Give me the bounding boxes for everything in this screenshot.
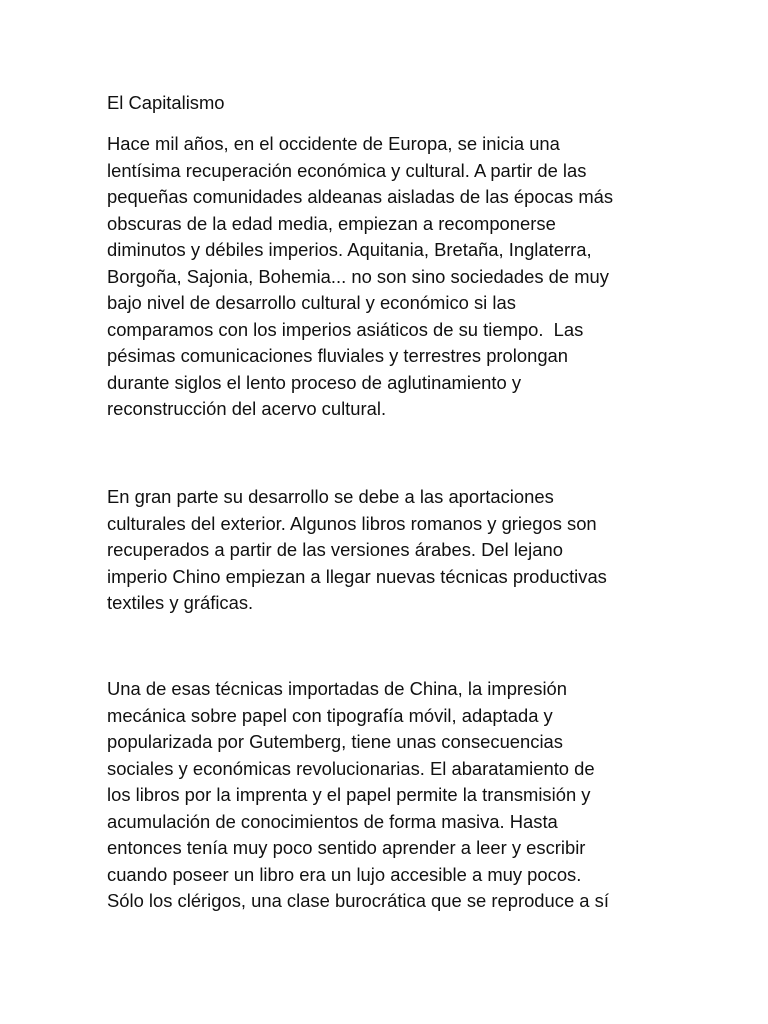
paragraph-line: recuperados a partir de las versiones árabes. Del lejano <box>107 539 563 560</box>
paragraph-line: mecánica sobre papel con tipografía móvil, adaptada y <box>107 704 553 726</box>
paragraph-line: los libros por la imprenta y el papel permite la transmisión y <box>107 784 591 805</box>
paragraph-line: pésimas comunicaciones fluviales y terrestres prolongan <box>107 345 569 366</box>
paragraph-line: Sólo los clérigos, una clase burocrática que se reproduce a sí <box>107 890 609 911</box>
paragraph-line: Hace mil años, en el occidente de Europa, se inicia una <box>107 133 560 154</box>
paragraph-line: bajo nivel de desarrollo cultural y económico si las <box>107 292 516 313</box>
paragraph-line: popularizada por Gutemberg, tiene unas consecuencias <box>107 731 563 752</box>
paragraph-1 <box>107 131 687 423</box>
paragraph-line: reconstrucción del acervo cultural. <box>107 398 387 419</box>
paragraph-line: pequeñas comunidades aldeanas aisladas de las épocas más <box>107 186 614 207</box>
paragraph-line: durante siglos el lento proceso de aglutinamiento y <box>107 371 522 393</box>
paragraph-line: cuando poseer un libro era un lujo accesible a muy pocos. <box>107 863 582 885</box>
title-line: El Capitalismo <box>107 92 225 113</box>
paragraph-line: diminutos y débiles imperios. Aquitania, Bretaña, Inglaterra, <box>107 239 592 260</box>
paragraph-line: sociales y económicas revolucionarias. El abaratamiento de <box>107 757 595 779</box>
paragraph-line: imperio Chino empiezan a llegar nuevas técnicas productivas <box>107 565 607 587</box>
paragraph-line: acumulación de conocimientos de forma masiva. Hasta <box>107 810 558 832</box>
paragraph-line: textiles y gráficas. <box>107 592 254 613</box>
paragraph-3 <box>107 676 687 915</box>
paragraph-line: En gran parte su desarrollo se debe a las aportaciones <box>107 486 554 507</box>
paragraph-2 <box>107 484 687 617</box>
paragraph-line: Borgoña, Sajonia, Bohemia... no son sino sociedades de muy <box>107 265 609 287</box>
paragraph-line: entonces tenía muy poco sentido aprender a leer y escribir <box>107 837 586 858</box>
paragraph-line: Una de esas técnicas importadas de China, la impresión <box>107 678 568 699</box>
paragraph-line: culturales del exterior. Algunos libros romanos y griegos son <box>107 512 597 534</box>
document-title <box>107 90 687 117</box>
paragraph-line: obscuras de la edad media, empiezan a recomponerse <box>107 212 556 234</box>
paragraph-line: comparamos con los imperios asiáticos de su tiempo. Las <box>107 318 584 340</box>
paragraph-line: lentísima recuperación económica y cultural. A partir de las <box>107 159 587 181</box>
